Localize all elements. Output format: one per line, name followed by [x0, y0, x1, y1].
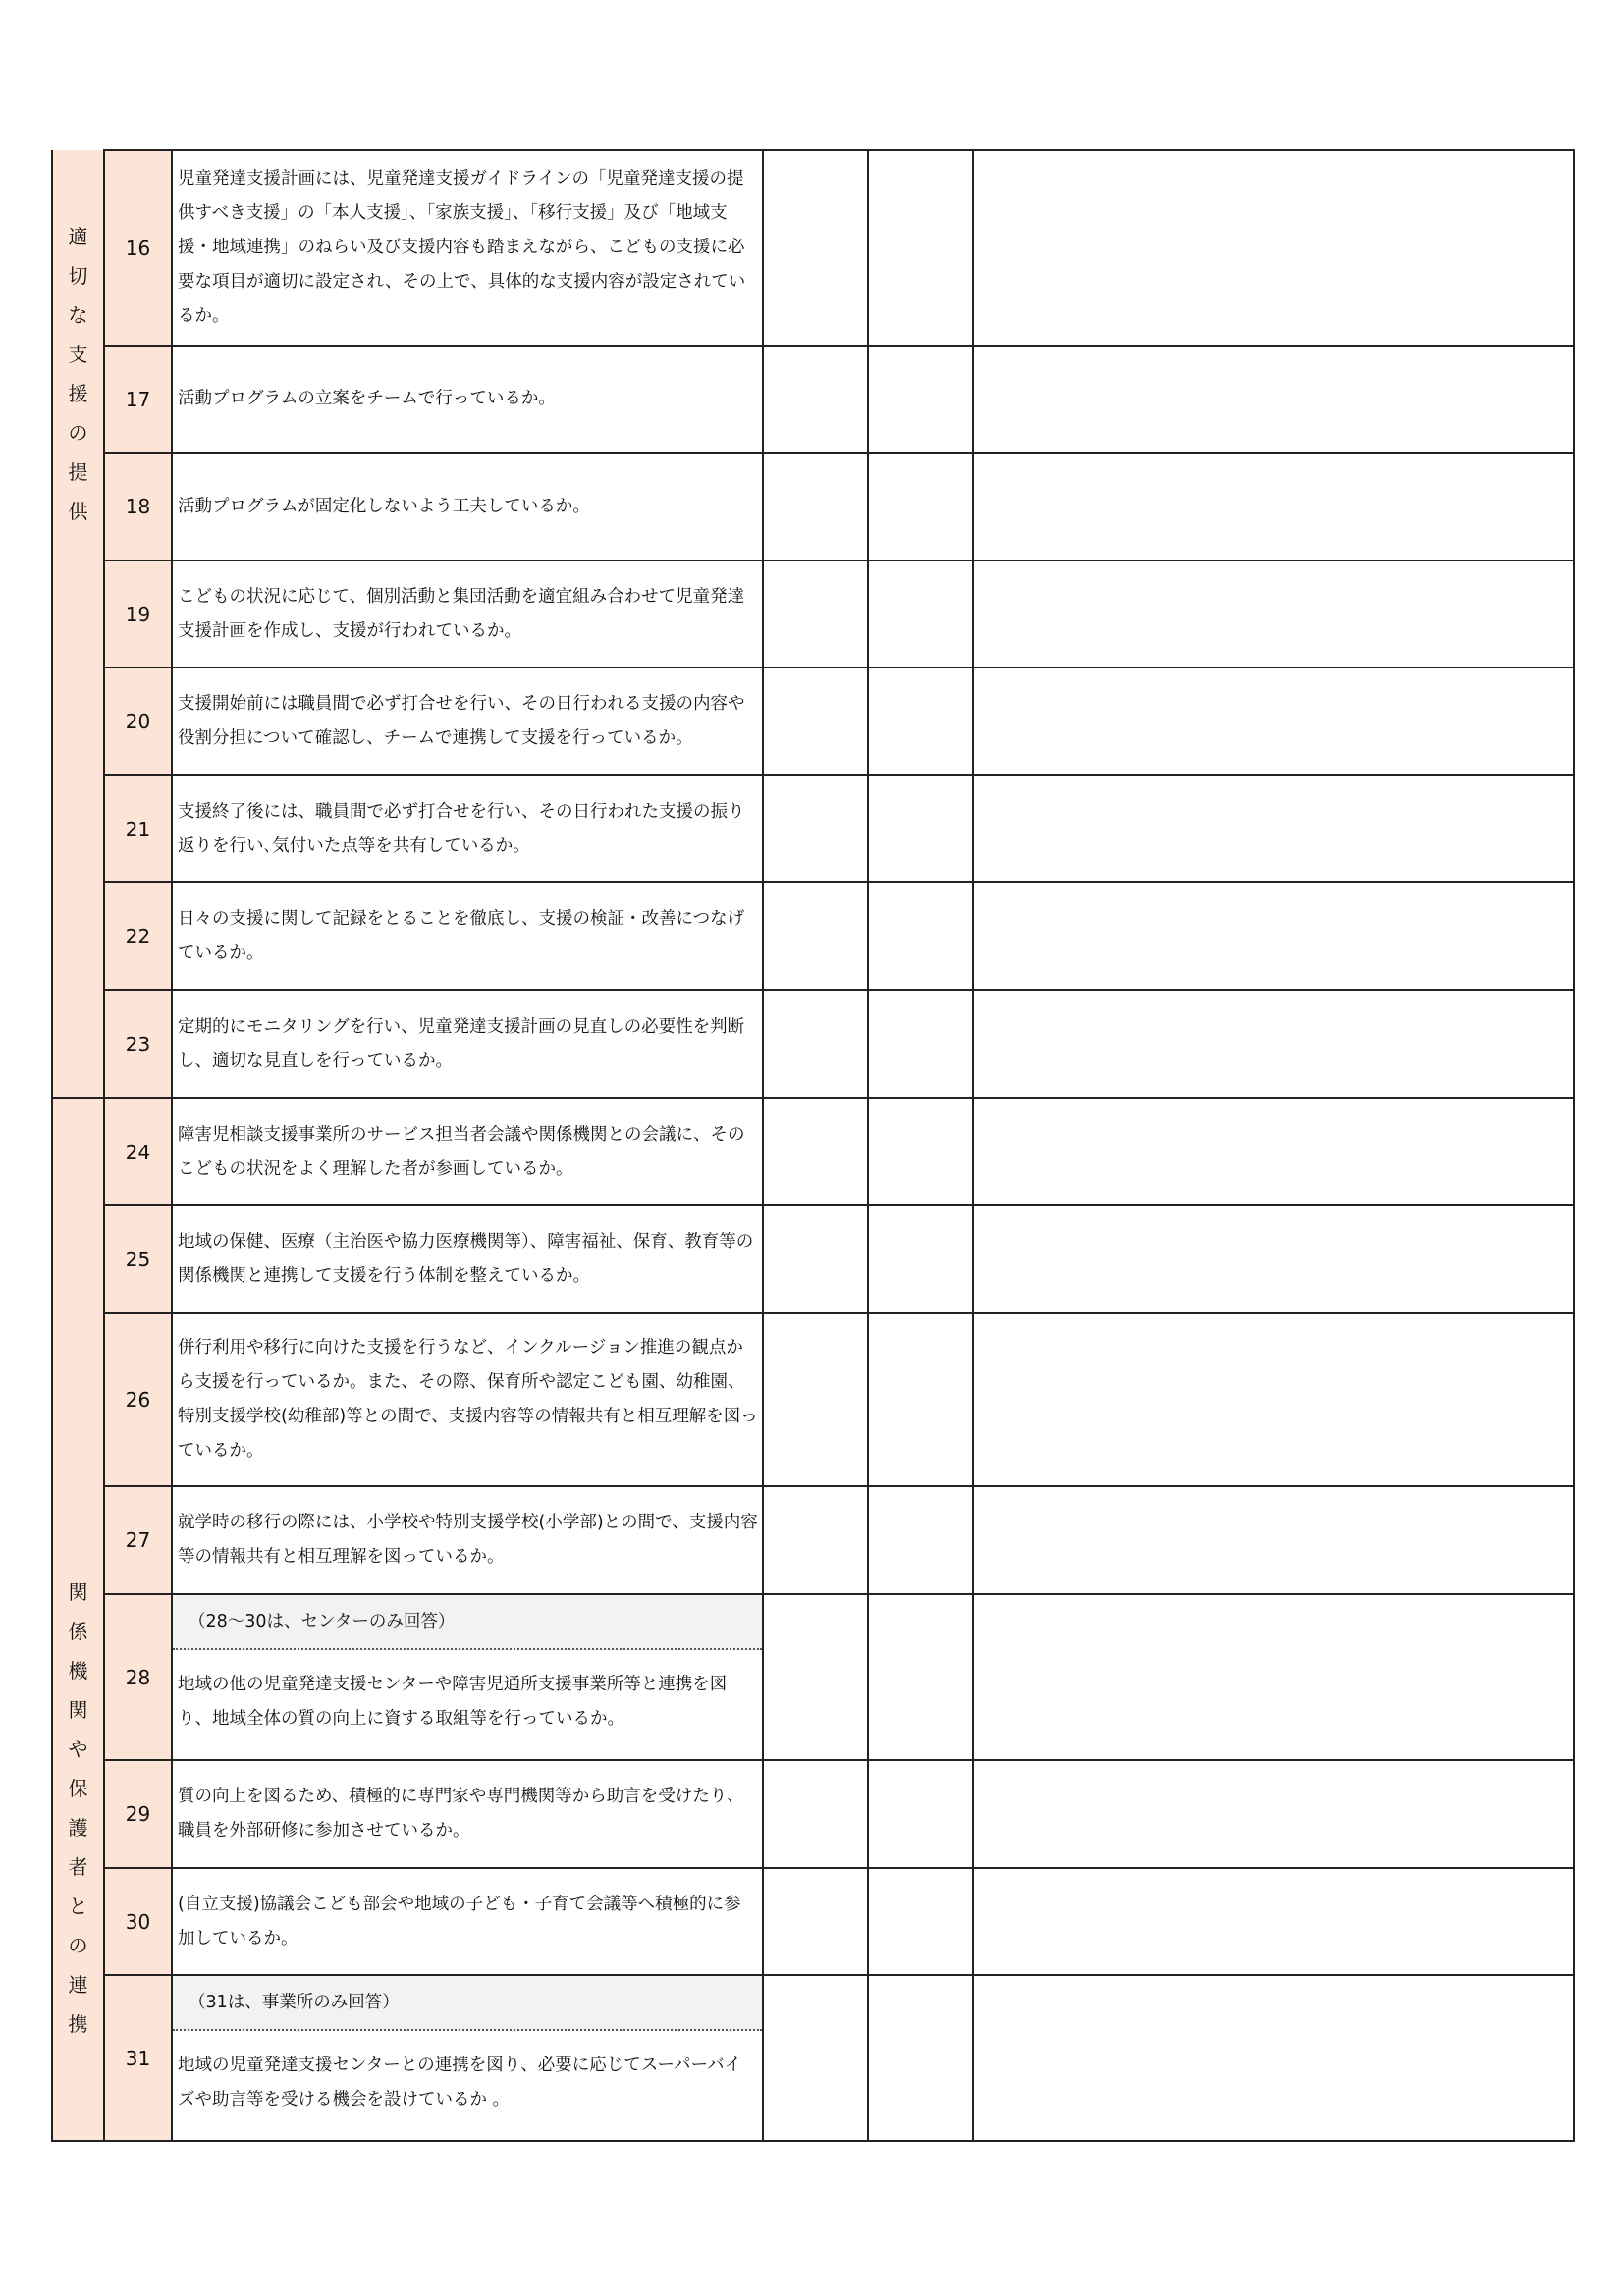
answer-yes-cell[interactable]: [763, 1313, 868, 1486]
section-char: の: [68, 421, 88, 445]
answer-no-cell[interactable]: [868, 1868, 973, 1975]
item-number: 26: [104, 1313, 172, 1486]
item-question: こどもの状況に応じて、個別活動と集団活動を適宜組み合わせて児童発達支援計画を作成し、支援が行われているか。: [172, 561, 763, 667]
item-number: 16: [104, 150, 172, 346]
answer-yes-cell[interactable]: [763, 453, 868, 561]
remarks-cell[interactable]: [973, 882, 1574, 990]
answer-yes-cell[interactable]: [763, 882, 868, 990]
answer-yes-cell[interactable]: [763, 1486, 868, 1594]
answer-no-cell[interactable]: [868, 990, 973, 1098]
table-row: [52, 1205, 1574, 1313]
answer-yes-cell[interactable]: [763, 150, 868, 346]
item-question: 就学時の移行の際には、小学校や特別支援学校(小学部)との間で、支援内容等の情報共有と相互理解を図っているか。: [172, 1486, 763, 1594]
item-question: 地域の他の児童発達支援センターや障害児通所支援事業所等と連携を図り、地域全体の質の向上に資する取組等を行っているか。: [178, 1675, 728, 1729]
answer-no-cell[interactable]: [868, 453, 973, 561]
item-number: 20: [104, 667, 172, 775]
answer-yes-cell[interactable]: [763, 561, 868, 667]
section-char: 供: [68, 500, 88, 523]
answer-yes-cell[interactable]: [763, 1868, 868, 1975]
answer-yes-cell[interactable]: [763, 990, 868, 1098]
answer-no-cell[interactable]: [868, 561, 973, 667]
answer-yes-cell[interactable]: [763, 1594, 868, 1760]
answer-no-cell[interactable]: [868, 1486, 973, 1594]
item-number: 17: [104, 346, 172, 453]
table-row: [52, 561, 1574, 667]
answer-yes-cell[interactable]: [763, 1760, 868, 1868]
item-question: (自立支援)協議会こども部会や地域の子ども・子育て会議等へ積極的に参加しているか。: [172, 1868, 763, 1975]
item-number: 31: [104, 1975, 172, 2141]
section-char: 切: [68, 264, 88, 288]
remarks-cell[interactable]: [973, 150, 1574, 346]
table-row: [52, 1594, 1574, 1760]
item-question: 児童発達支援計画には、児童発達支援ガイドラインの「児童発達支援の提供すべき支援」の「本人支援」、「家族支援」、「移行支援」及び「地域支援・地域連携」のねらい及び支援内容も踏まえながら、こどもの支援に必要な項目が適切に設定され、その上で、具体的な支援内容が設定されているか。: [172, 150, 763, 346]
item-question: 活動プログラムが固定化しないよう工夫しているか。: [172, 453, 763, 561]
remarks-cell[interactable]: [973, 775, 1574, 882]
answer-no-cell[interactable]: [868, 150, 973, 346]
section-char: 係: [68, 1619, 88, 1643]
item-number: 27: [104, 1486, 172, 1594]
section-char: 者: [68, 1854, 88, 1879]
item-note: （28～30は、センターのみ回答）: [173, 1595, 762, 1650]
item-number: 21: [104, 775, 172, 882]
item-number: 25: [104, 1205, 172, 1313]
item-question: 日々の支援に関して記録をとることを徹底し、支援の検証・改善につなげているか。: [172, 882, 763, 990]
item-number: 23: [104, 990, 172, 1098]
item-note: （31は、事業所のみ回答）: [173, 1976, 762, 2031]
remarks-cell[interactable]: [973, 346, 1574, 453]
answer-no-cell[interactable]: [868, 775, 973, 882]
section-label-appropriate-support: [52, 150, 104, 1098]
remarks-cell[interactable]: [973, 561, 1574, 667]
answer-yes-cell[interactable]: [763, 346, 868, 453]
item-number: 24: [104, 1098, 172, 1205]
section-char: の: [68, 1933, 88, 1957]
item-question: 地域の保健、医療（主治医や協力医療機関等）、障害福祉、保育、教育等の関係機関と連携して支援を行う体制を整えているか。: [172, 1205, 763, 1313]
table-row: [52, 1098, 1574, 1205]
answer-no-cell[interactable]: [868, 1760, 973, 1868]
remarks-cell[interactable]: [973, 1975, 1574, 2141]
section-char: 提: [68, 460, 88, 484]
remarks-cell[interactable]: [973, 1594, 1574, 1760]
answer-no-cell[interactable]: [868, 1313, 973, 1486]
section-char: と: [68, 1894, 88, 1918]
item-question-cell: [172, 1975, 763, 2141]
item-number: 30: [104, 1868, 172, 1975]
item-question: 活動プログラムの立案をチームで行っているか。: [172, 346, 763, 453]
remarks-cell[interactable]: [973, 1313, 1574, 1486]
section-label-collaboration: [52, 1098, 104, 2141]
item-number: 19: [104, 561, 172, 667]
table-row: [52, 1313, 1574, 1486]
table-row: [52, 667, 1574, 775]
answer-yes-cell[interactable]: [763, 1098, 868, 1205]
section-char: 保: [68, 1776, 88, 1800]
section-char: 支: [68, 343, 88, 366]
item-question: 支援終了後には、職員間で必ず打合せを行い、その日行われた支援の振り返りを行い､気付いた点等を共有しているか。: [172, 775, 763, 882]
remarks-cell[interactable]: [973, 1868, 1574, 1975]
answer-no-cell[interactable]: [868, 346, 973, 453]
item-number: 28: [104, 1594, 172, 1760]
remarks-cell[interactable]: [973, 1098, 1574, 1205]
section-char: 関: [68, 1579, 88, 1604]
answer-no-cell[interactable]: [868, 882, 973, 990]
table-row: [52, 1868, 1574, 1975]
table-row: [52, 1975, 1574, 2141]
table-row: [52, 453, 1574, 561]
item-question: 定期的にモニタリングを行い、児童発達支援計画の見直しの必要性を判断し、適切な見直しを行っているか。: [172, 990, 763, 1098]
evaluation-sheet: [51, 149, 1575, 2142]
table-row: [52, 882, 1574, 990]
answer-yes-cell[interactable]: [763, 667, 868, 775]
item-number: 18: [104, 453, 172, 561]
evaluation-table: [51, 149, 1575, 2142]
table-row: [52, 346, 1574, 453]
section-char: 護: [68, 1815, 88, 1840]
section-char: 関: [68, 1697, 88, 1722]
section-char: 連: [68, 1972, 88, 1997]
remarks-cell[interactable]: [973, 1205, 1574, 1313]
section-char: な: [68, 303, 88, 327]
table-row: [52, 1760, 1574, 1868]
item-question: 併行利用や移行に向けた支援を行うなど、インクルージョン推進の観点から支援を行っているか。また、その際、保育所や認定こども園、幼稚園、特別支援学校(幼稚部)等との間で、支援内容等の情報共有と相互理解を図っているか。: [172, 1313, 763, 1486]
remarks-cell[interactable]: [973, 667, 1574, 775]
answer-no-cell[interactable]: [868, 1594, 973, 1760]
answer-yes-cell[interactable]: [763, 1975, 868, 2141]
answer-yes-cell[interactable]: [763, 1205, 868, 1313]
section-char: 援: [68, 382, 88, 405]
remarks-cell[interactable]: [973, 453, 1574, 561]
item-question: 質の向上を図るため、積極的に専門家や専門機関等から助言を受けたり、職員を外部研修に参加させているか。: [172, 1760, 763, 1868]
section-char: や: [68, 1736, 88, 1761]
answer-no-cell[interactable]: [868, 1098, 973, 1205]
remarks-cell[interactable]: [973, 990, 1574, 1098]
section-char: 機: [68, 1658, 88, 1682]
section-char: 適: [68, 225, 88, 248]
answer-no-cell[interactable]: [868, 1975, 973, 2141]
section-char: 携: [68, 2011, 88, 2036]
table-row: [52, 150, 1574, 346]
remarks-cell[interactable]: [973, 1486, 1574, 1594]
table-row: [52, 990, 1574, 1098]
item-number: 29: [104, 1760, 172, 1868]
table-row: [52, 775, 1574, 882]
item-question-cell: [172, 1594, 763, 1760]
answer-no-cell[interactable]: [868, 1205, 973, 1313]
answer-yes-cell[interactable]: [763, 775, 868, 882]
table-row: [52, 1486, 1574, 1594]
item-question: 支援開始前には職員間で必ず打合せを行い、その日行われる支援の内容や役割分担について確認し、チームで連携して支援を行っているか。: [172, 667, 763, 775]
answer-no-cell[interactable]: [868, 667, 973, 775]
item-number: 22: [104, 882, 172, 990]
remarks-cell[interactable]: [973, 1760, 1574, 1868]
item-question: 障害児相談支援事業所のサービス担当者会議や関係機関との会議に、そのこどもの状況をよく理解した者が参画しているか。: [172, 1098, 763, 1205]
item-question: 地域の児童発達支援センターとの連携を図り、必要に応じてスーパーバイズや助言等を受ける機会を設けているか 。: [178, 2056, 742, 2109]
